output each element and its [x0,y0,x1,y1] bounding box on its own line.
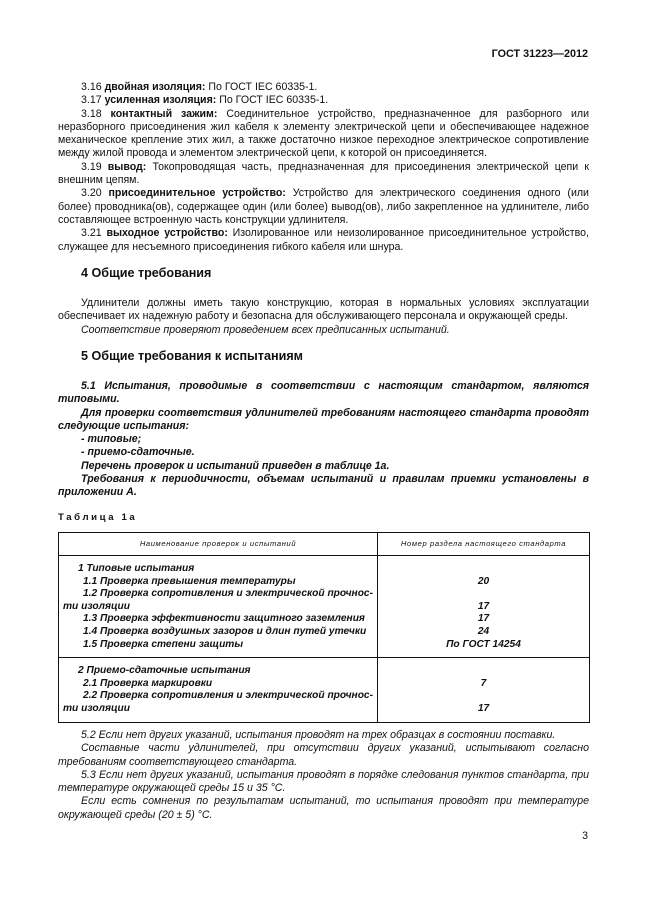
table-caption: Таблица 1а [58,512,138,523]
table-cell: 17 [477,600,490,612]
tests-table [58,532,590,723]
table-cell: 2 Приемо-сдаточные испытания [78,665,251,677]
section-4-paragraph: Удлинители должны иметь такую конструкцию, которая в нормальных условиях эксплуатации обеспечивает их надежную работу и безопасна для обслуживающего персонала и окружающей среды. [58,297,589,323]
section-4-compliance-note: Соответствие проверяют проведением всех предписанных испытаний. [81,323,450,336]
table-cell: 17 [477,702,490,714]
clause-5-3: 5.3 Если нет других указаний, испытания проводят в порядке следования пунктов стандарта, при температуре окружающей среды 15 и 35 °С. [58,768,589,795]
table-cell [378,665,589,678]
type-tests-names [59,556,378,658]
column-header-tests: Наименование проверок и испытаний [59,533,378,556]
clause-5-1-annex-ref: Требования к периодичности, объемам испытаний и правилам приемки установлены в приложении А. [58,473,589,499]
table-cell: 7 [480,677,487,689]
table-cell: ти изоляции [63,600,130,612]
table-cell: 2.2 Проверка сопротивления и электрической прочнос- [83,690,373,702]
table-cell: 2.1 Проверка маркировки [83,677,213,689]
table-cell: 1.5 Проверка степени защиты [83,638,244,650]
definition-3-17: 3.17 усиленная изоляция: По ГОСТ IEC 60335-1. [81,94,329,107]
clause-5-3-doubt: Если есть сомнения по результатам испытаний, то испытания проводят при температуре окружающей среды (20 ± 5) °С. [58,795,589,821]
table-cell: 24 [477,625,490,637]
page-number: 3 [582,830,588,842]
table-cell: 1.3 Проверка эффективности защитного заземления [83,613,365,625]
table-cell: ти изоляции [63,702,130,714]
clause-5-1: 5.1 Испытания, проводимые в соответствии с настоящим стандартом, являются типовыми. [58,380,589,406]
notes-block [58,729,589,822]
table-cell: 17 [477,613,490,625]
table-cell [378,563,589,576]
definition-3-19: 3.19 вывод: Токопроводящая часть, предназначенная для присоединения электрической цепи к внешним цепям. [58,160,589,187]
clause-5-2: 5.2 Если нет других указаний, испытания проводят на трех образцах в состоянии поставки. [81,729,556,741]
table-cell: 1.1 Проверка превышения температуры [83,575,296,587]
column-header-section: Номер раздела настоящего стандарта [378,533,590,556]
definition-3-18: 3.18 контактный зажим: Соединительное устройство, предназначенное для разборного или неразборного присоединения жил кабеля к элементу электрической цепи и обеспечивающее надежное механическое крепление этих жил, а также достаточно низкое переходное электрическое сопротивление между жилой провода и элементом электрической цепи, к которой он присоединяется. [58,107,589,160]
definition-3-21: 3.21 выходное устройство: Изолированное или неизолированное присоединительное устройство, служащее для несъемного присоединения гибкого кабеля или шнура. [58,227,589,253]
table-cell: По ГОСТ 14254 [446,638,521,650]
table-row-type-tests [59,556,590,658]
table-cell [378,690,589,703]
section-5-body [58,380,589,500]
clause-5-1-tests-intro: Для проверки соответствия удлинителей требованиям настоящего стандарта проводят следующие испытания: [58,406,589,432]
type-tests-sections [378,556,590,658]
table-cell: 1.2 Проверка сопротивления и электрической прочнос- [83,588,373,600]
table-cell [378,588,589,601]
table-cell: 1 Типовые испытания [78,563,195,574]
table-cell: 20 [477,575,490,587]
clause-5-2-components: Составные части удлинителей, при отсутствии других указаний, испытывают согласно требованиям соответствующего стандарта. [58,742,589,768]
clause-5-1-table-ref: Перечень проверок и испытаний приведен в таблице 1а. [81,459,390,472]
section-5-heading: 5 Общие требования к испытаниям [81,349,303,363]
table-row-acceptance-tests [59,658,590,722]
definition-3-16: 3.16 двойная изоляция: По ГОСТ IEC 60335-1. [81,81,318,93]
definition-3-20: 3.20 присоединительное устройство: Устройство для электрического соединения одного (или более) проводника(ов), содержащее один (или более) вывод(ов), либо закрепленное на удлинителе, либо составляющее встроенную часть конструкции удлинителя. [58,187,589,226]
list-item-type-tests: - типовые; [81,433,142,446]
section-4-heading: 4 Общие требования [81,266,212,280]
document-code: ГОСТ 31223—2012 [491,48,588,60]
table-header-row [59,533,590,556]
table-cell: 1.4 Проверка воздушных зазоров и длин путей утечки [83,625,367,637]
acceptance-tests-names [59,658,378,722]
acceptance-tests-sections [378,658,590,722]
list-item-acceptance-tests: - приемо-сдаточные. [81,446,195,459]
definitions-block [58,81,589,254]
section-4-body [58,297,589,337]
